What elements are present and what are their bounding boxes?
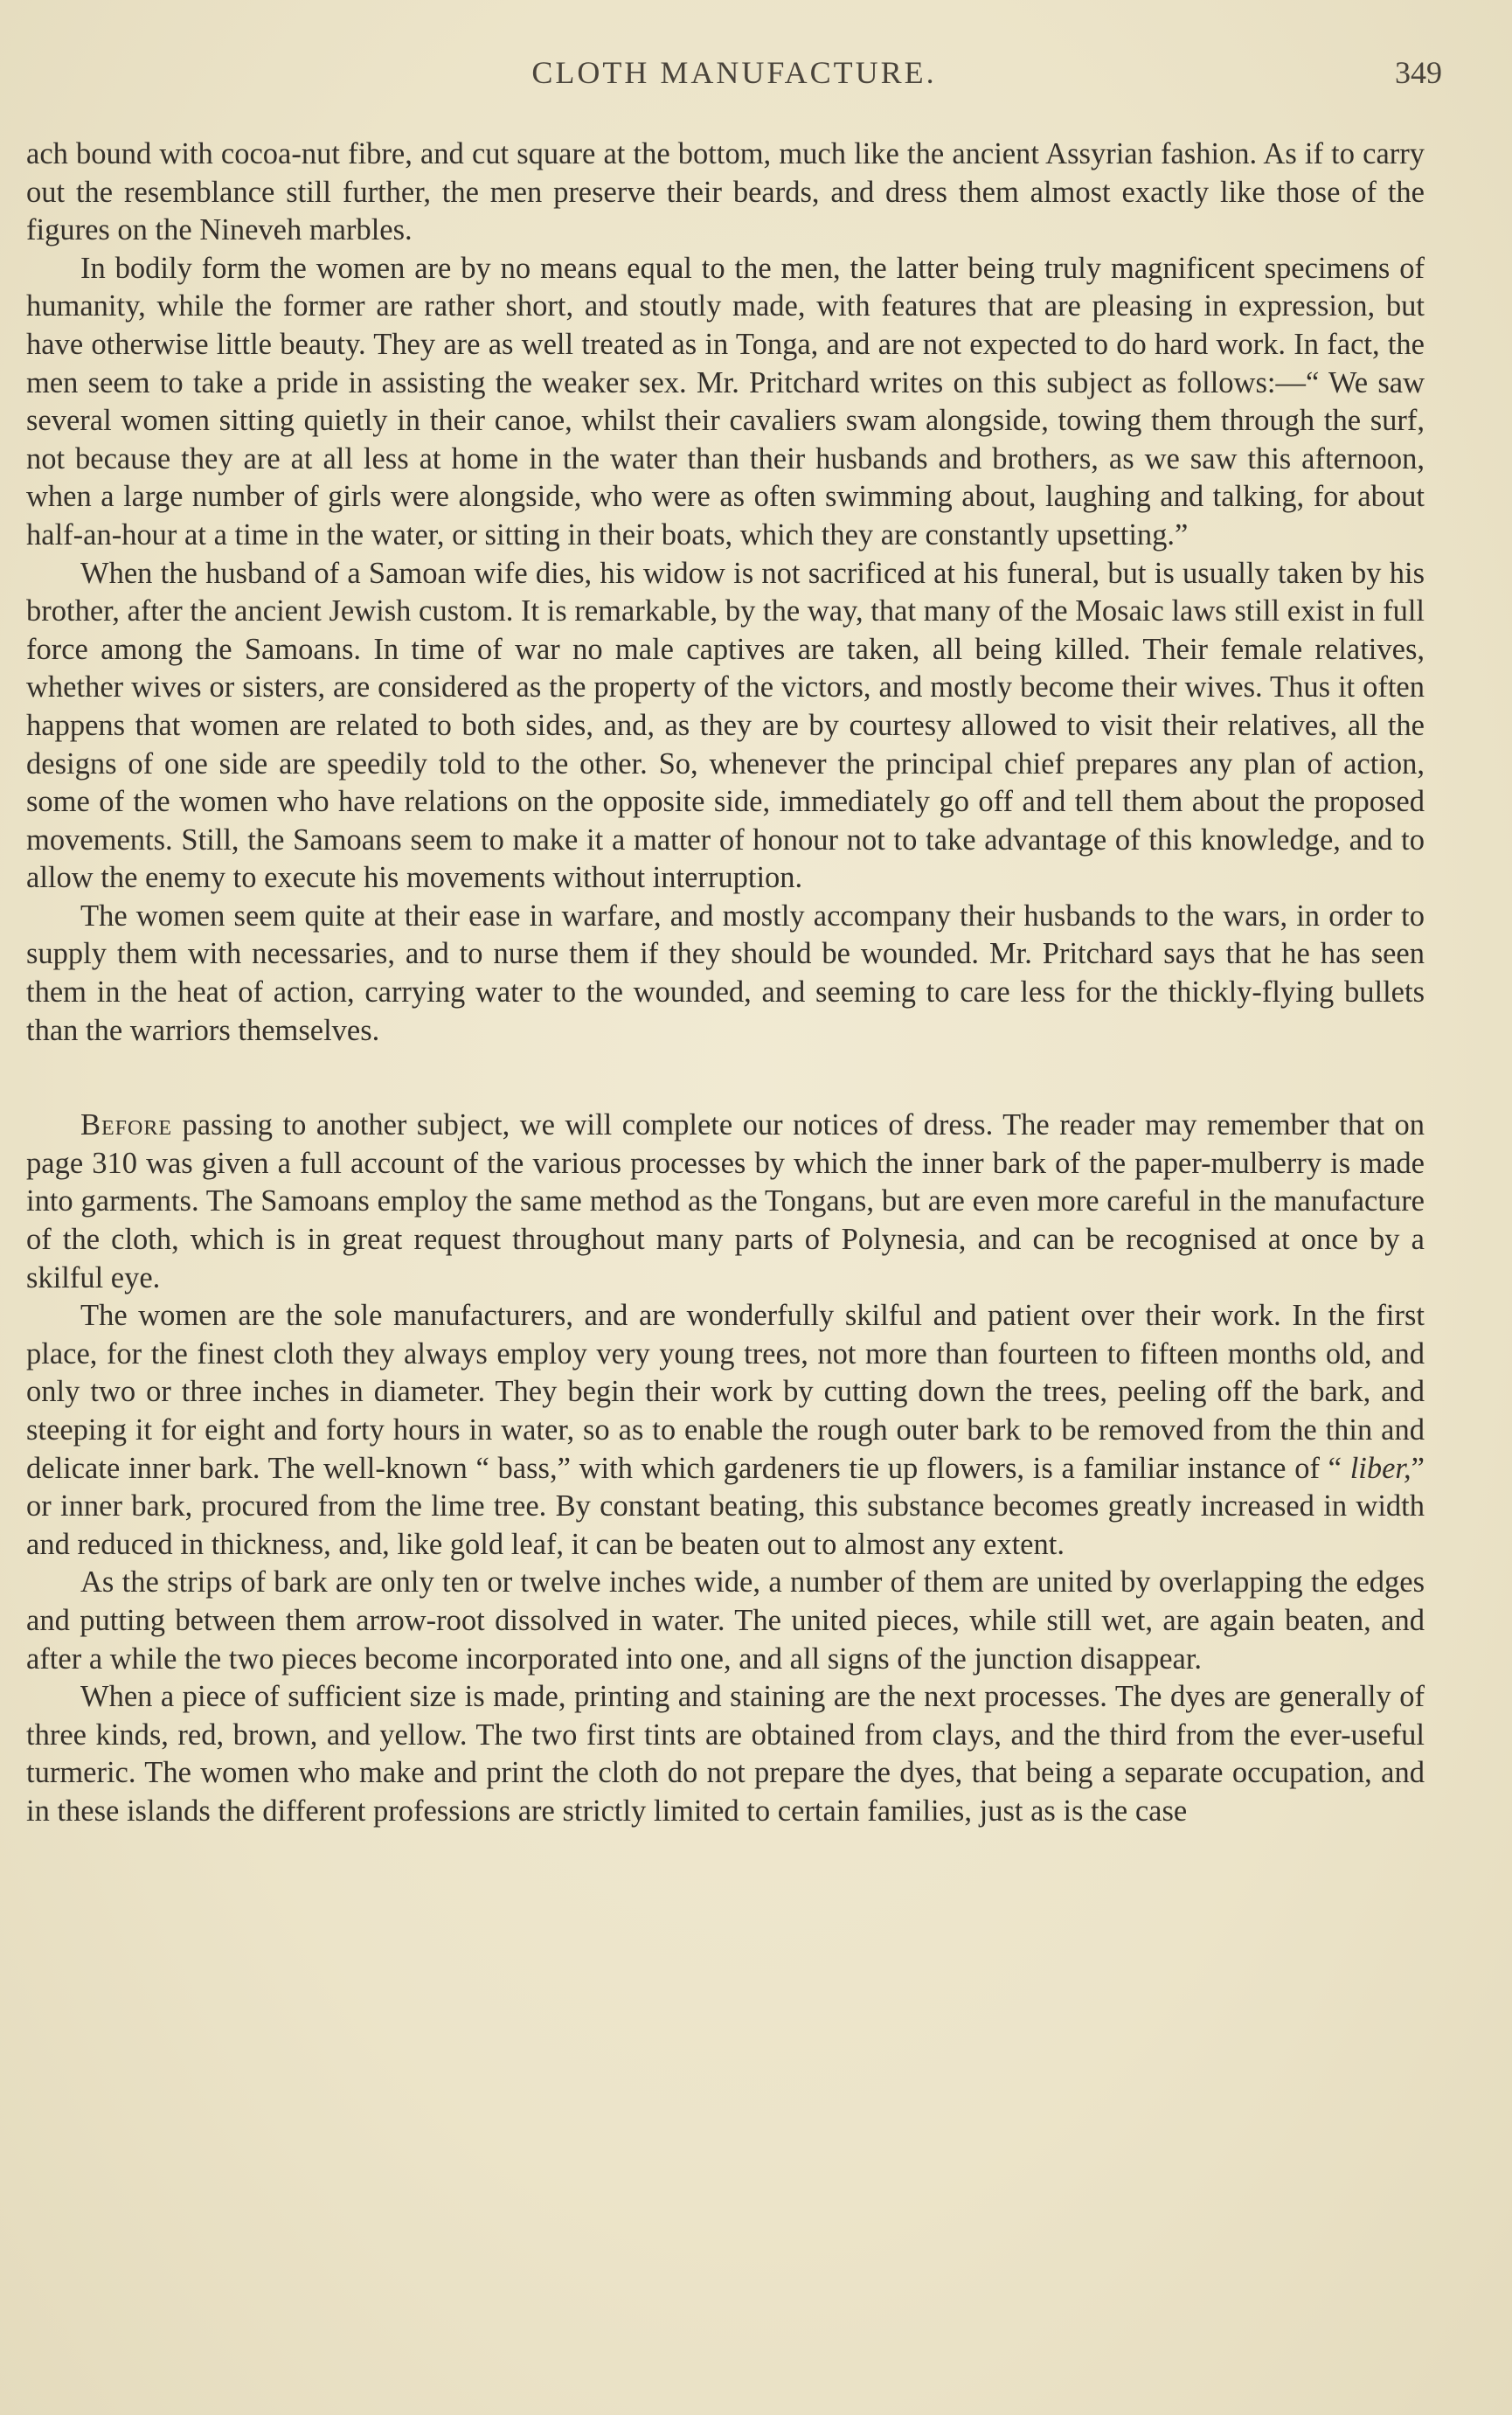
body-text (26, 135, 1425, 1831)
paragraph-manufacturers-text-1: The women are the sole manufacturers, and are wonderfully skilful and patient over their work. In the first place, for the finest cloth they always employ very young trees, not more than fourteen to fifteen months old, and only two or three inches in diameter. They begin their work by cutting down the trees, peeling off the bark, and steeping it for eight and forty hours in water, so as to enable the rough outer bark to be removed from the thin and delicate inner bark. The well-known “ bass,” with which gardeners tie up flowers, is a familiar instance of “ (26, 1299, 1425, 1485)
page-number: 349 (1395, 55, 1442, 90)
italic-term-liber: liber, (1349, 1451, 1411, 1485)
paragraph-women-bodily-form: In bodily form the women are by no means equal to the men, the latter being truly magnificent specimens of humanity, while the former are rather short, and stoutly made, with features that are pleasing in expression, but have otherwise little beauty. They are as well treated as in Tonga, and are not expected to do hard work. In fact, the men seem to take a pride in assisting the weaker sex. Mr. Pritchard writes on this subject as follows:—“ We saw several women sitting quietly in their canoe, whilst their cavaliers swam alongside, towing them through the surf, not because they are at all less at home in the water than their husbands and brothers, as we saw this afternoon, when a large number of girls were alongside, who were as often swimming about, laughing and talking, for about half-an-hour at a time in the water, or sitting in their boats, which they are constantly upsetting.” (26, 251, 1425, 552)
paragraph-dress-notices (26, 1107, 1425, 1297)
paragraph-manufacturers-text-2: ” or inner bark, procured from the lime tree. By constant beating, this substance becomes greatly increased in width and reduced in thickness, and, like gold leaf, it can be beaten out to almost any extent. (26, 1451, 1425, 1561)
running-head: CLOTH MANUFACTURE. (531, 55, 937, 90)
section-lead-word: Before (80, 1108, 173, 1142)
paragraph-women-warfare: The women seem quite at their ease in warfare, and mostly accompany their husbands to the wars, in order to supply them with necessaries, and to nurse them if they should be wounded. Mr. Pritchard says that he has seen them in the heat of action, carrying water to the wounded, and seeming to care less for the thickly-flying bullets than the warriors themselves. (26, 899, 1425, 1047)
paragraph-dress-notices-text: passing to another subject, we will complete our notices of dress. The reader may remember that on page 310 was given a full account of the various processes by which the inner bark of the paper-mulberry is made into garments. The Samoans employ the same method as the Tongans, but are even more careful in the manufacture of the cloth, which is in great request throughout many parts of Polynesia, and can be recognised at once by a skilful eye. (26, 1108, 1425, 1294)
paragraph-assyrian-beards: ach bound with cocoa-nut fibre, and cut square at the bottom, much like the ancient Assyrian fashion. As if to carry out the resemblance still further, the men preserve their beards, and dress them almost exactly like those of the figures on the Nineveh marbles. (26, 137, 1425, 247)
page-header (26, 54, 1442, 103)
paragraph-manufacturers (26, 1297, 1425, 1564)
paragraph-bark-strips: As the strips of bark are only ten or twelve inches wide, a number of them are united by overlapping the edges and putting between them arrow-root dissolved in water. The united pieces, while still wet, are again beaten, and after a while the two pieces become incorporated into one, and all signs of the junction disappear. (26, 1565, 1425, 1676)
paragraph-widow-custom: When the husband of a Samoan wife dies, his widow is not sacrificed at his funeral, but is usually taken by his brother, after the ancient Jewish custom. It is remarkable, by the way, that many of the Mosaic laws still exist in full force among the Samoans. In time of war no male captives are taken, all being killed. Their female relatives, whether wives or sisters, are considered as the property of the victors, and mostly become their wives. Thus it often happens that women are related to both sides, and, as they are by courtesy allowed to visit their relatives, all the designs of one side are speedily told to the other. So, whenever the principal chief prepares any plan of action, some of the women who have relations on the opposite side, immediately go off and tell them about the proposed movements. Still, the Samoans seem to make it a matter of honour not to take advantage of this knowledge, and to allow the enemy to execute his movements without interruption. (26, 556, 1425, 895)
paragraph-printing-staining: When a piece of sufficient size is made, printing and staining are the next processes. The dyes are generally of three kinds, red, brown, and yellow. The two first tints are obtained from clays, and the third from the ever-useful turmeric. The women who make and print the cloth do not prepare the dyes, that being a separate occupation, and in these islands the different professions are strictly limited to certain families, just as is the case (26, 1680, 1425, 1828)
